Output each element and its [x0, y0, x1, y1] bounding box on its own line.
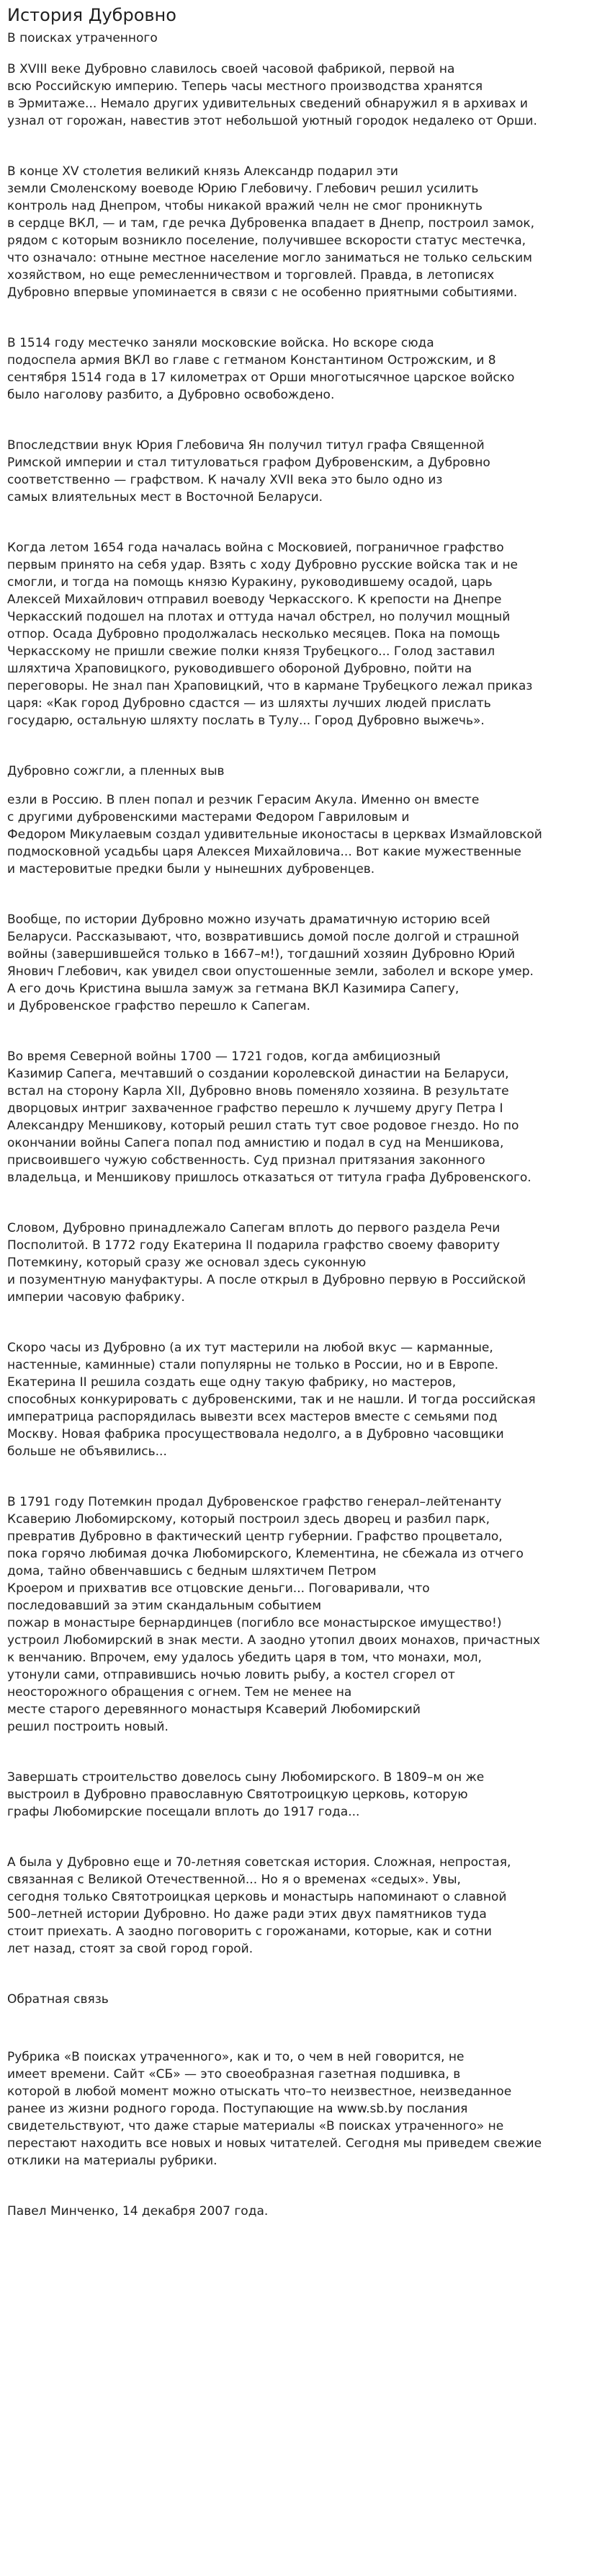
author-signature: Павел Минченко, 14 декабря 2007 года.: [7, 2204, 269, 2219]
paragraph-11: В 1791 году Потемкин продал Дубровенское графство генерал–лейтенанту Ксаверию Любомирскому, который построил здесь дворец и разбил парк, превратив Дубровно в фактический центр губернии. Графство процветало, пока горячо любимая дочка Любомирского, Клементина, не сбежала из отчего дома, тайно обвенчавшись с бедным шляхтичем Петром Кроером и прихватив все отцовские деньги... Поговаривали, что последовавший за этим скандальным событием пожар в монастыре бернардинцев (погибло все монастырское имущество!) устроил Любомирский в знак мести. А заодно утопил двоих монахов, причастных к венчанию. Впрочем, ему удалось убедить царя в том, что монахи, мол, утонули сами, отправившись ночью ловить рыбу, а костел сгорел от неосторожного обращения с огнем. Тем не менее на месте старого деревянного монастыря Ксаверий Любомирский решил построить новый.: [7, 1495, 540, 1734]
paragraph-10: Скоро часы из Дубровно (а их тут мастерили на любой вкус — карманные, настенные, каминные) стали популярны не только в России, но и в Европе. Екатерина II решила создать еще одну такую фабрику, но мастеров, способных конкурировать с дубровенскими, так и не нашли. И тогда российская императрица распорядилась вывезти всех мастеров вместе с семьями под Москву. Новая фабрика просуществовала недолго, а в Дубровно часовщики больше не объявились...: [7, 1341, 536, 1459]
paragraph-4: Впоследствии внук Юрия Глебовича Ян получил титул графа Священной Римской империи и стал титуловаться графом Дубровенским, а Дубровно соответственно — графством. К началу XVII века это было одно из самых влиятельных мест в Восточной Беларуси.: [7, 438, 490, 505]
feedback-heading: Обратная связь: [7, 1992, 109, 2007]
paragraph-12: Завершать строительство довелось сыну Любомирского. В 1809–м он же выстроил в Дубровно православную Святотроицкую церковь, которую графы Любомирские посещали вплоть до 1917 года...: [7, 1770, 485, 1819]
page-title: История Дубровно: [7, 5, 176, 25]
paragraph-3: В 1514 году местечко заняли московские войска. Но вскоре сюда подоспела армия ВКЛ во главе с гетманом Константином Острожским, и 8 сентября 1514 года в 17 километрах от Орши многотысячное царское войско было наголову разбито, а Дубровно освобождено.: [7, 336, 515, 402]
paragraph-8: Во время Северной войны 1700 — 1721 годов, когда амбициозный Казимир Сапега, мечтавший о создании королевской династии на Беларуси, встал на сторону Карла XII, Дубровно вновь поменяло хозяина. В результате дворцовых интриг захваченное графство перешло к лучшему другу Петра I Александру Меншикову, который решил стать тут свое родовое гнездо. Но по окончании войны Сапега попал под амнистию и подал в суд на Меншикова, присвоившего чужую собственность. Суд признал притязания законного владельца, и Меншикову пришлось отказаться от титула графа Дубровенского.: [7, 1049, 531, 1185]
paragraph-1: В XVIII веке Дубровно славилось своей часовой фабрикой, первой на всю Российскую империю. Теперь часы местного производства хранятся в Эрмитаже... Немало других удивительных сведений обнаружил я в архивах и узнал от горожан, навестив этот небольшой уютный городок недалеко от Орши.: [7, 62, 537, 128]
feedback-paragraph: Рубрика «В поисках утраченного», как и то, о чем в ней говорится, не имеет времени. Сайт «СБ» — это своеобразная газетная подшивка, в которой в любой момент можно отыскать что–то неизвестное, неизведанное ранее из жизни родного города. Поступающие на www.sb.by послания свидетельствуют, что даже старые материалы «В поисках утраченного» не перестают находить все новых и новых читателей. Сегодня мы приведем свежие отклики на материалы рубрики.: [7, 2050, 542, 2168]
rubric-subtitle: В поисках утраченного: [7, 31, 158, 45]
paragraph-9: Словом, Дубровно принадлежало Сапегам вплоть до первого раздела Речи Посполитой. В 1772 году Екатерина II подарила графство своему фавориту Потемкину, который сразу же основал здесь суконную и позументную мануфактуры. А после открыл в Дубровно первую в Российской империи часовую фабрику.: [7, 1221, 526, 1305]
paragraph-interlude: Дубровно сожгли, а пленных выв: [7, 764, 225, 778]
paragraph-13: А была у Дубровно еще и 70-летняя советская история. Сложная, непростая, связанная с Великой Отечественной... Но я о временах «седых». Увы, сегодня только Святотроицкая церковь и монастырь напоминают о славной 500–летней истории Дубровно. Но даже ради этих двух памятников туда стоит приехать. А заодно поговорить с горожанами, которые, как и сотни лет назад, стоят за свой город горой.: [7, 1855, 511, 1956]
paragraph-6: езли в Россию. В плен попал и резчик Герасим Акула. Именно он вместе с другими дубровенскими мастерами Федором Гавриловым и Федором Микулаевым создал удивительные иконостасы в церквах Измайловской подмосковной усадьбы царя Алексея Михайловича... Вот какие мужественные и мастеровитые предки были у нынешних дубровенцев.: [7, 793, 542, 876]
paragraph-5: Когда летом 1654 года началась война с Московией, пограничное графство первым принято на себя удар. Взять с ходу Дубровно русские войска так и не смогли, и тогда на помощь князю Куракину, руководившему осадой, царь Алексей Михайлович отправил воеводу Черкасского. К крепости на Днепре Черкасский подошел на плотах и оттуда начал обстрел, но получил мощный отпор. Осада Дубровно продолжалась несколько месяцев. Пока на помощь Черкасскому не пришли свежие полки князя Трубецкого... Голод заставил шляхтича Храповицкого, руководившего обороной Дубровно, пойти на переговоры. Не знал пан Храповицкий, что в кармане Трубецкого лежал приказ царя: «Как город Дубровно сдастся — из шляхты лучших людей прислать государю, остальную шляхту послать в Тулу... Город Дубровно выжечь».: [7, 541, 533, 728]
paragraph-7: Вообще, по истории Дубровно можно изучать драматичную историю всей Беларуси. Рассказывают, что, возвратившись домой после долгой и страшной войны (завершившейся только в 1667–м!), тогдашний хозяин Дубровно Юрий Янович Глебович, как увидел свои опустошенные земли, заболел и вскоре умер. А его дочь Кристина вышла замуж за гетмана ВКЛ Казимира Сапегу, и Дубровенское графство перешло к Сапегам.: [7, 912, 534, 1013]
paragraph-2: В конце XV столетия великий князь Александр подарил эти земли Смоленскому воеводе Юрию Глебовичу. Глебович решил усилить контроль над Днепром, чтобы никакой вражий челн не смог проникнуть в сердце ВКЛ, — и там, где речка Дубровенка впадает в Днепр, построил замок, рядом с которым возникло поселение, получившее вскорости статус местечка, что означало: отныне местное население могло заниматься не только сельским хозяйством, но еще ремесленничеством и торговлей. Правда, в летописях Дубровно впервые упоминается в связи с не особенно приятными событиями.: [7, 164, 535, 300]
